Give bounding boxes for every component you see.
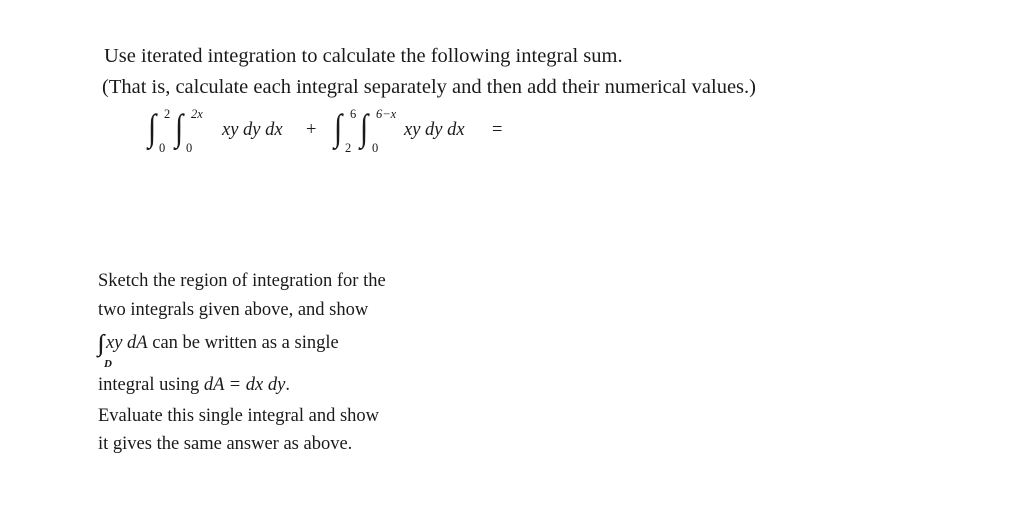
sketch-line-5: Evaluate this single integral and show xyxy=(98,406,380,426)
plus-sign: + xyxy=(306,120,317,140)
area-element-equation: dA = dx dy xyxy=(203,375,286,395)
int1-outer-upper-limit: 2 xyxy=(164,107,171,121)
instruction-line-1: Use iterated integration to calculate the following integral sum. xyxy=(104,45,623,67)
sketch-line-4-text: integral using xyxy=(98,375,204,395)
integral-sign: ∫ xyxy=(360,107,369,149)
integral-sign: ∫ xyxy=(175,107,184,149)
double-integral-integrand: xy dA xyxy=(106,333,148,353)
integral-sign: ∫ xyxy=(334,107,343,149)
int1-inner-upper-limit: 2x xyxy=(191,107,203,121)
sketch-line-1: Sketch the region of integration for the xyxy=(98,271,386,291)
int1-inner-lower-limit: 0 xyxy=(186,141,193,155)
int2-outer-upper-limit: 6 xyxy=(350,107,357,121)
integral-sign: ∫ xyxy=(148,107,157,149)
sketch-line-3 xyxy=(98,331,339,358)
int2-inner-upper-limit: 6−x xyxy=(376,107,397,121)
int2-outer-lower-limit: 2 xyxy=(345,141,352,155)
integrand-2: xy dy dx xyxy=(404,120,465,140)
instruction-line-2: (That is, calculate each integral separately and then add their numerical values.) xyxy=(102,76,756,98)
sketch-line-4-period: . xyxy=(285,375,290,395)
region-label-d: D xyxy=(104,358,112,370)
sketch-line-2: two integrals given above, and show xyxy=(98,300,369,320)
sketch-line-6: it gives the same answer as above. xyxy=(98,434,353,454)
equals-sign: = xyxy=(492,120,503,140)
integral-sum-expression xyxy=(148,106,548,162)
integrand-1: xy dy dx xyxy=(222,120,283,140)
sketch-line-4 xyxy=(98,375,290,396)
sketch-line-3-text: can be written as a single xyxy=(147,333,339,353)
int2-inner-lower-limit: 0 xyxy=(372,141,379,155)
int1-outer-lower-limit: 0 xyxy=(159,141,166,155)
